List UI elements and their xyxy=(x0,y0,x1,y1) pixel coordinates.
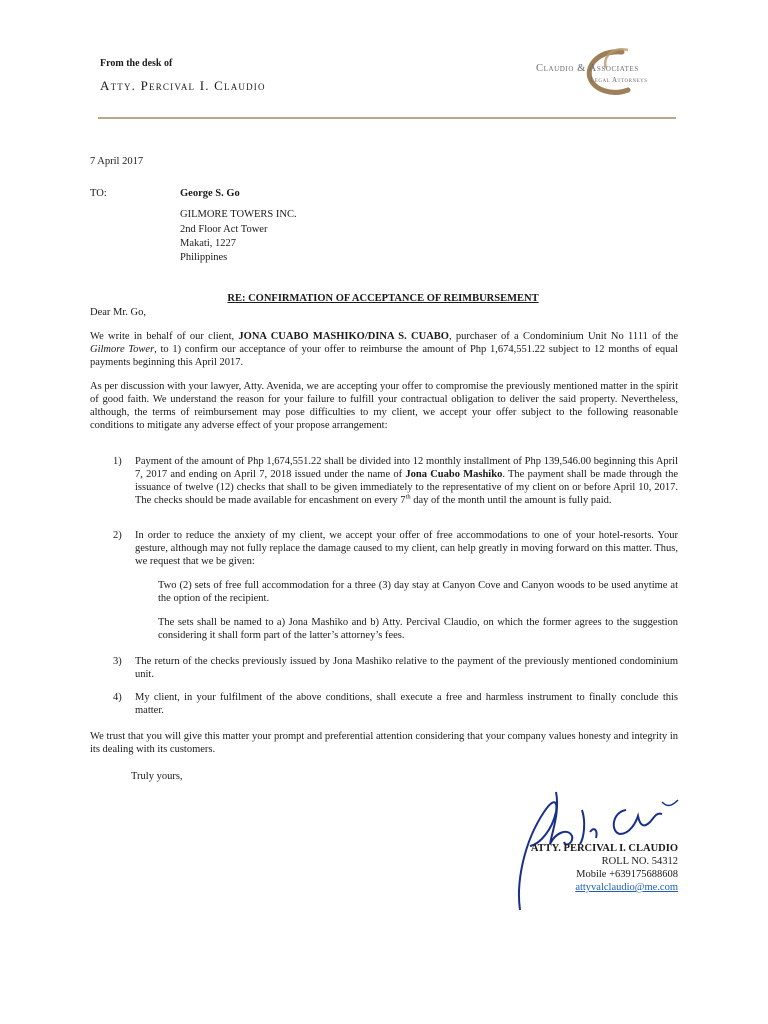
item-number: 1) xyxy=(113,456,122,467)
accommodation-detail: Two (2) sets of free full accommodation for a three (3) day stay at Canyon Cove and Canyon woods to be used anytime at the option of the recipient. xyxy=(158,580,678,604)
complimentary-close: Truly yours, xyxy=(131,771,183,782)
roll-number: ROLL NO. 54312 xyxy=(601,856,678,867)
logo-firm-name: Claudio & Associates xyxy=(536,63,639,74)
client-names: JONA CUABO MASHIKO/DINA S. CUABO xyxy=(238,331,449,342)
letterhead-attorney-name: Atty. Percival I. Claudio xyxy=(100,78,266,93)
address-line: GILMORE TOWERS INC. xyxy=(180,209,297,220)
email-link[interactable]: attyvalclaudio@me.com xyxy=(575,882,678,893)
item-number: 4) xyxy=(113,692,122,703)
condition-item-4: My client, in your fulfilment of the above conditions, shall execute a free and harmless instrument to finally conclude this matter. xyxy=(135,692,678,716)
intro-paragraph: We write in behalf of our client, JONA CUABO MASHIKO/DINA S. CUABO, purchaser of a Condominium Unit No 1111 of the Gilmore Tower, to 1) confirm our acceptance of your offer to reimburse the amount of Php 1,674,551.22 subject to 12 months of equal payments beginning this April 2017. xyxy=(90,331,678,368)
mobile-number: Mobile +639175688608 xyxy=(576,869,678,880)
address-line: Philippines xyxy=(180,252,228,263)
item-number: 2) xyxy=(113,530,122,541)
letter-subject: RE: CONFIRMATION OF ACCEPTANCE OF REIMBURSEMENT xyxy=(227,293,539,304)
closing-paragraph: We trust that you will give this matter your prompt and preferential attention considering that your company values honesty and integrity in its dealing with its customers. xyxy=(90,731,678,755)
to-label: TO: xyxy=(90,188,107,199)
signatory-name: ATTY. PERCIVAL I. CLAUDIO xyxy=(530,843,678,854)
condition-item-1: Payment of the amount of Php 1,674,551.22 shall be divided into 12 monthly installment of Php 139,546.00 beginning this April 7, 2017 and ending on April 7, 2018 issued under the name of Jona Cuabo Mashiko. The payment shall be made through the issuance of twelve (12) checks that shall to be given immediately to the representative of my client on or before April 10, 2017. The checks should be made available for encashment on every 7th day of the month until the amount is fully paid. xyxy=(135,456,678,506)
header-divider xyxy=(98,117,676,119)
condition-item-2: In order to reduce the anxiety of my client, we accept your offer of free accommodations to one of your hotel-resorts. Your gesture, although may not fully replace the damage caused to my client, can help greatly in moving forward on this matter. Thus, we request that we be given: xyxy=(135,530,678,567)
logo-firm-subtitle: Legal Attorneys xyxy=(590,76,648,84)
discussion-paragraph: As per discussion with your lawyer, Atty. Avenida, we are accepting your offer to compromise the previously mentioned matter in the spirit of good faith. We understand the reason for your failure to fulfill your contractual obligation to deliver the said property. Nevertheless, although, the terms of reimbursement may pose difficulties to my client, we accept your offer subject to the following reasonable conditions to mitigate any adverse effect of your propose arrangement: xyxy=(90,381,678,431)
address-line: 2nd Floor Act Tower xyxy=(180,224,268,235)
accommodation-names: The sets shall be named to a) Jona Mashiko and b) Atty. Percival Claudio, on which the former agrees to the suggestion considering it shall form part of the latter’s attorney’s fees. xyxy=(158,617,678,641)
from-desk-label: From the desk of xyxy=(100,58,173,69)
recipient-name: George S. Go xyxy=(180,188,240,199)
condition-item-3: The return of the checks previously issued by Jona Mashiko relative to the payment of the previously mentioned condominium unit. xyxy=(135,656,678,680)
letter-date: 7 April 2017 xyxy=(90,156,144,167)
firm-logo xyxy=(536,44,676,96)
address-line: Makati, 1227 xyxy=(180,238,236,249)
salutation: Dear Mr. Go, xyxy=(90,307,146,318)
item-number: 3) xyxy=(113,656,122,667)
signature-block xyxy=(470,842,678,894)
